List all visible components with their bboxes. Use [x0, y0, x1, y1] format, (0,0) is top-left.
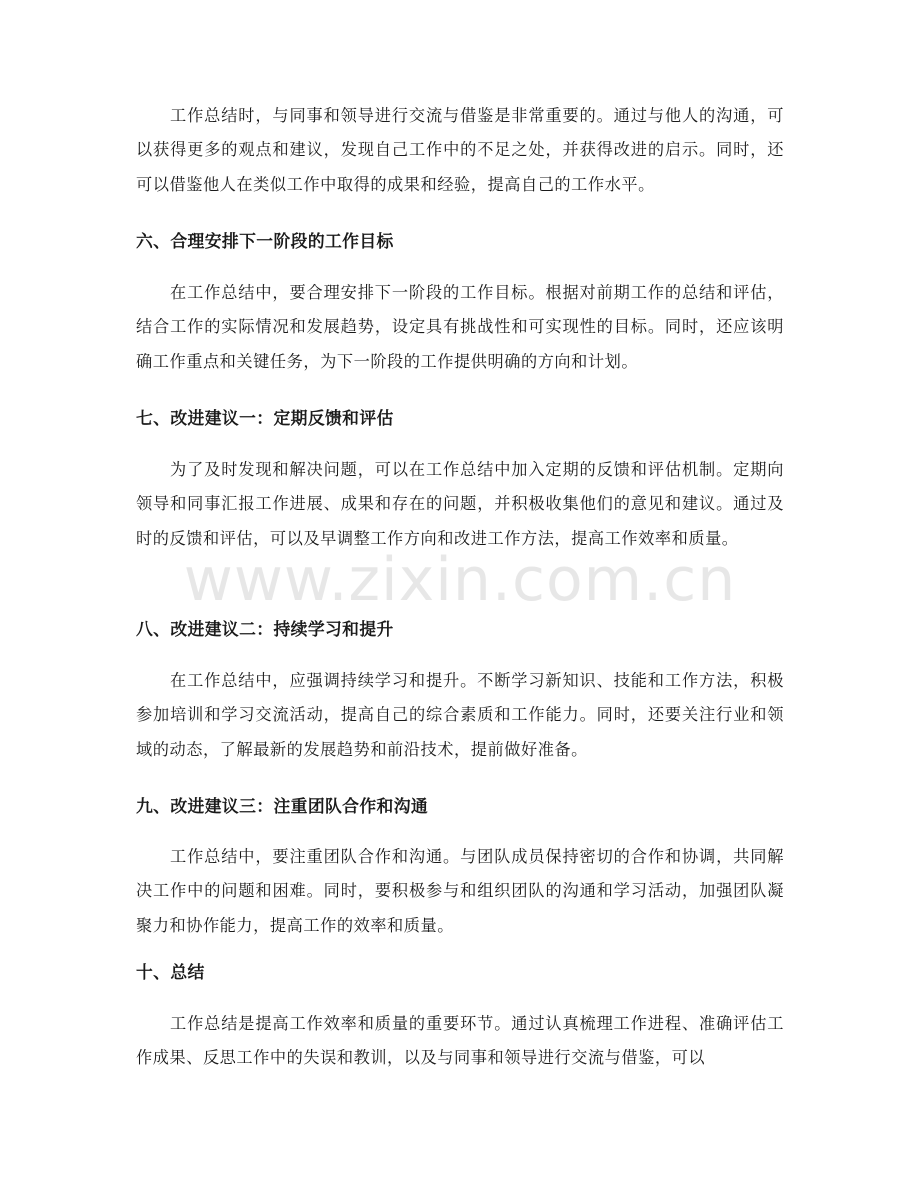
heading-section-8: 八、改进建议二：持续学习和提升 [136, 619, 394, 639]
paragraph-section-8: 在工作总结中，应强调持续学习和提升。不断学习新知识、技能和工作方法，积极参加培训和学习交流活动，提高自己的综合素质和工作能力。同时，还要关注行业和领域的动态，了解最新的发展趋势和前沿技术，提前做好准备。 [136, 671, 784, 759]
paragraph-section-9: 工作总结中，要注重团队合作和沟通。与团队成员保持密切的合作和协调，共同解决工作中的问题和困难。同时，要积极参与和组织团队的沟通和学习活动，加强团队凝聚力和协作能力，提高工作的效率和质量。 [136, 847, 784, 935]
heading-section-6: 六、合理安排下一阶段的工作目标 [136, 231, 394, 251]
heading-section-7: 七、改进建议一：定期反馈和评估 [136, 408, 394, 428]
heading-section-9: 九、改进建议三：注重团队合作和沟通 [136, 796, 429, 816]
paragraph-section-6: 在工作总结中，要合理安排下一阶段的工作目标。根据对前期工作的总结和评估，结合工作的实际情况和发展趋势，设定具有挑战性和可实现性的目标。同时，还应该明确工作重点和关键任务，为下一阶段的工作提供明确的方向和计划。 [136, 283, 784, 371]
watermark: www.zixin.com.cn [183, 545, 737, 615]
heading-section-10: 十、总结 [136, 962, 205, 982]
paragraph-section-10: 工作总结是提高工作效率和质量的重要环节。通过认真梳理工作进程、准确评估工作成果、反思工作中的失误和教训，以及与同事和领导进行交流与借鉴，可以 [136, 1014, 784, 1068]
paragraph-communication: 工作总结时，与同事和领导进行交流与借鉴是非常重要的。通过与他人的沟通，可以获得更多的观点和建议，发现自己工作中的不足之处，并获得改进的启示。同时，还可以借鉴他人在类似工作中取得的成果和经验，提高自己的工作水平。 [136, 106, 784, 194]
paragraph-section-7: 为了及时发现和解决问题，可以在工作总结中加入定期的反馈和评估机制。定期向领导和同事汇报工作进展、成果和存在的问题，并积极收集他们的意见和建议。通过及时的反馈和评估，可以及早调整工作方向和改进工作方法，提高工作效率和质量。 [136, 460, 784, 548]
